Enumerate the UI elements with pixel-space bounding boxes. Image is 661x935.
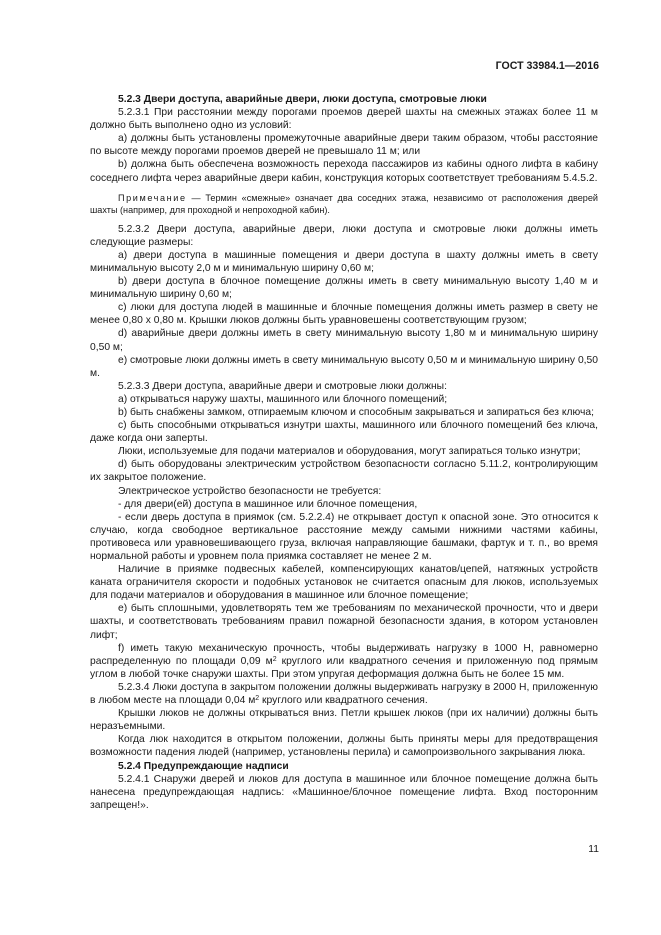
p5234-superscript: 2 xyxy=(255,695,260,703)
p5234-text-start: 5.2.3.4 Люки доступа в закрытом положении должны выдерживать нагрузку в 2000 Н, приложенную в любом месте на площади 0,04 м xyxy=(90,681,598,707)
dash-item-2: - если дверь доступа в приямок (см. 5.2.2.4) не открывает доступ к опасной зоне. Это относится к случаю, когда свободное вертикальное расстояние между самыми нижними частями кабины, противовеса или уравновешивающего груза, включая направляющие башмаки, фартук и т. п., во время нормальной работы и уровнем пола приямка составляет не менее 2 м. xyxy=(90,511,598,562)
list-item-5-2-3-2-e: е) смотровые люки должны иметь в свету минимальную высоту 0,50 м и минимальную ширину 0,50 м. xyxy=(90,354,598,379)
list-item-5-2-3-1-b: b) должна быть обеспечена возможность перехода пассажиров из кабины одного лифта в кабину соседнего лифта через аварийные двери кабин, конструкция которых соответствует требованиям 5.4.5.2. xyxy=(90,159,598,184)
f-text-start: f) иметь такую механическую прочность, чтобы выдерживать нагрузку в 1000 Н, равномерно распределенную по площади 0,09 м xyxy=(90,642,598,667)
paragraph-5-2-3-4 xyxy=(90,681,598,707)
list-item-5-2-3-2-d: d) аварийные двери должны иметь в свету минимальную высоту 1,80 м и минимальную ширину 0,50 м; xyxy=(90,328,598,353)
p5234-text-end: круглого или квадратного сечения. xyxy=(259,695,428,707)
paragraph-hatches-lock: Люки, используемые для подачи материалов и оборудования, могут запираться только изнутри; xyxy=(118,446,581,458)
section-heading-5-2-3: 5.2.3 Двери доступа, аварийные двери, люки доступа, смотровые люки xyxy=(118,94,487,105)
note-label: Примечание xyxy=(118,192,187,203)
list-item-5-2-3-3-b: b) быть снабжены замком, отпираемым ключом и способным закрываться и запираться без ключа; xyxy=(118,406,594,418)
paragraph-5-2-3-3: 5.2.3.3 Двери доступа, аварийные двери и смотровые люки должны: xyxy=(118,380,447,392)
list-item-5-2-3-2-c: c) люки для доступа людей в машинные и блочные помещения должны иметь размер в свету не менее 0,80 х 0,80 м. Крышки люков должны быть уравновешены соответствующим грузом; xyxy=(90,302,598,327)
list-item-5-2-3-3-c: c) быть способными открываться изнутри шахты, машинного или блочного помещений без ключа, даже когда они заперты. xyxy=(90,420,598,445)
f-text-end: круглого или квадратного сечения и приложенную под прямым углом в любой точке снаружи шахты. При этом упругая деформация должна быть не более 15 мм. xyxy=(90,655,598,680)
dash-item-1: - для двери(ей) доступа в машинное или блочное помещения, xyxy=(118,498,418,510)
section-heading-5-2-4: 5.2.4 Предупреждающие надписи xyxy=(118,760,289,772)
list-item-5-2-3-3-d: d) быть оборудованы электрическим устройством безопасности согласно 5.11.2, контролирующим их закрытое положение. xyxy=(90,459,598,484)
document-code-header: ГОСТ 33984.1—2016 xyxy=(495,60,599,72)
note-text: — Термин «смежные» означает два соседних этажа, независимо от расположения дверей шахты (например, для проходной и непроходной кабин). xyxy=(90,192,598,215)
paragraph-5-2-4-1: 5.2.4.1 Снаружи дверей и люков для доступа в машинное или блочное помещение должна быть нанесена предупреждающая надпись: «Машинное/блочное помещение лифта. Вход посторонним запрещен!». xyxy=(90,773,598,811)
paragraph-hatch-lids: Крышки люков не должны открываться вниз. Петли крышек люков (при их наличии) должны быть неразъемными. xyxy=(90,708,598,733)
document-body xyxy=(90,93,598,812)
list-item-5-2-3-2-a: а) двери доступа в машинные помещения и двери доступа в шахту должны иметь в свету минимальную высоту 2,0 м и минимальную ширину 0,60 м; xyxy=(90,249,598,274)
page-number: 11 xyxy=(588,844,599,855)
list-item-5-2-3-3-f xyxy=(90,642,598,681)
list-item-5-2-3-2-b: b) двери доступа в блочное помещение должны иметь в свету минимальную высоту 1,40 м и минимальную ширину 0,60 м; xyxy=(90,276,598,301)
f-superscript: 2 xyxy=(272,655,277,663)
paragraph-safety-device: Электрическое устройство безопасности не требуется: xyxy=(118,485,382,497)
paragraph-5-2-3-2: 5.2.3.2 Двери доступа, аварийные двери, люки доступа и смотровые люки должны иметь следующие размеры: xyxy=(90,223,598,248)
list-item-5-2-3-1-a: а) должны быть установлены промежуточные аварийные двери таким образом, чтобы расстояние по высоте между порогами проемов дверей не превышало 11 м; или xyxy=(90,133,598,158)
paragraph-5-2-3-1: 5.2.3.1 При расстоянии между порогами проемов дверей шахты на смежных этажах более 11 м должно быть выполнено одно из условий: xyxy=(90,107,598,132)
note xyxy=(90,192,598,216)
paragraph-pit-cables: Наличие в приямке подвесных кабелей, компенсирующих канатов/цепей, натяжных устройств каната ограничителя скорости и подобных установок не считается опасным для люков, используемых для подачи материалов и оборудования в машинное или блочное помещение; xyxy=(90,564,598,602)
list-item-5-2-3-3-e: е) быть сплошными, удовлетворять тем же требованиям по механической прочности, что и двери шахты, и соответствовать требованиям правил пожарной безопасности здания, в котором установлен лифт; xyxy=(90,603,598,641)
list-item-5-2-3-3-a: а) открываться наружу шахты, машинного или блочного помещений; xyxy=(118,393,448,405)
paragraph-hatch-open: Когда люк находится в открытом положении, должны быть приняты меры для предотвращения возможности падения людей (например, установлены перила) и самопроизвольного закрывания люка. xyxy=(90,734,598,759)
